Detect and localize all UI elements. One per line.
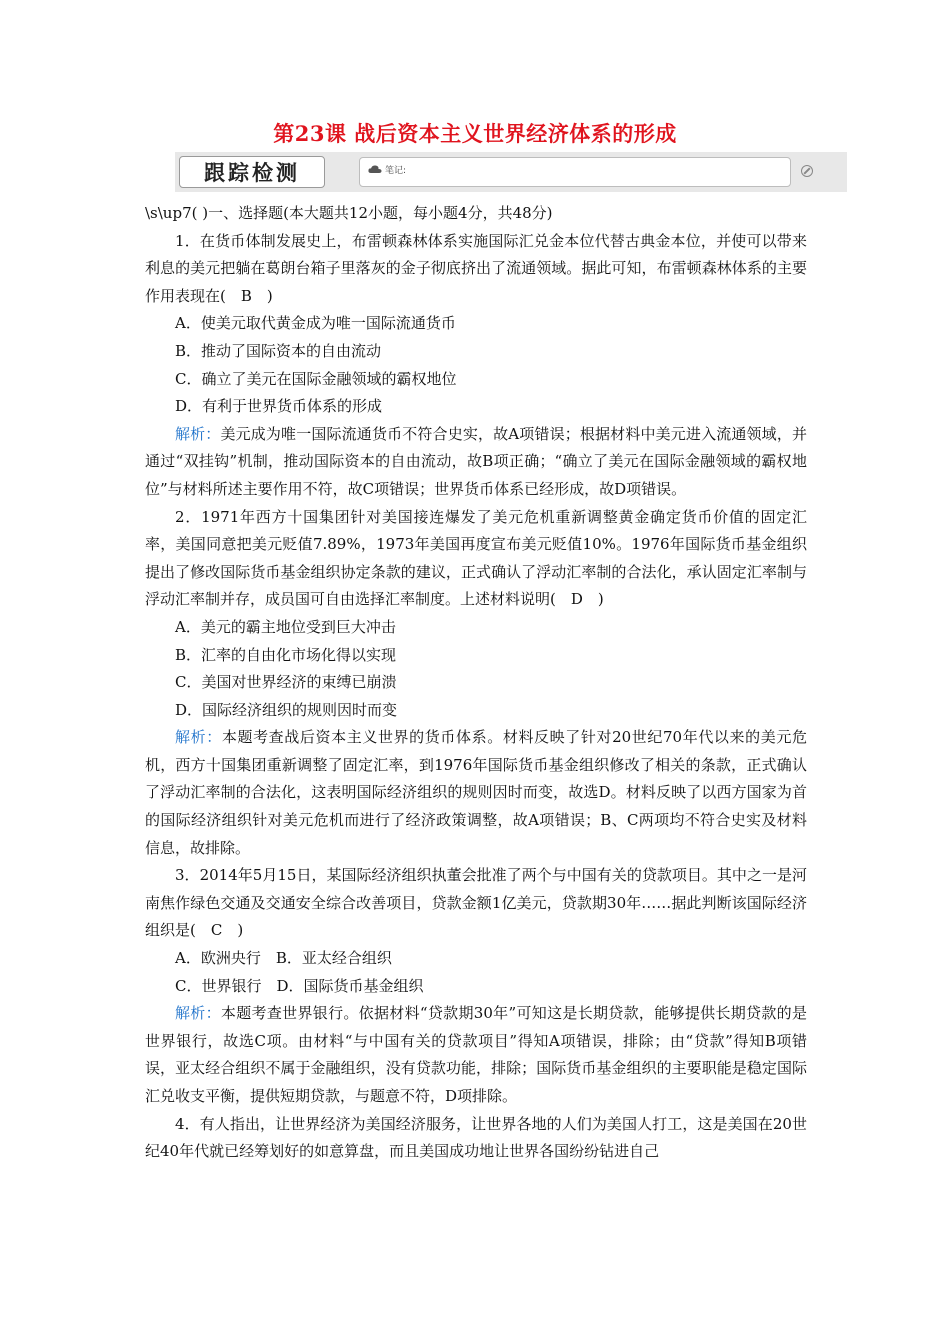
analysis [145, 421, 807, 504]
section-header: \s\up7( )一、选择题(本大题共12小题，每小题4分，共48分) [145, 204, 553, 222]
tracking-banner [175, 152, 847, 192]
option: B．推动了国际资本的自由流动 [175, 341, 382, 360]
analysis-label: 解析： [175, 728, 222, 747]
option: A．使美元取代黄金成为唯一国际流通货币 [175, 314, 456, 333]
banner-label: 跟踪检测 [204, 161, 300, 185]
option: C．世界银行 D．国际货币基金组织 [175, 976, 424, 995]
question-stem: 1．在货币体制发展史上，布雷顿森林体系实施国际汇兑金本位代替古典金本位，并使可以带来利息的美元把躺在葛朗台箱子里落灰的金子彻底挤出了流通领域。据此可知，布雷顿森林体系的主要作用表现在( B ) [145, 231, 807, 305]
settings-icon[interactable] [801, 165, 813, 177]
note-input[interactable] [359, 157, 791, 187]
analysis-label: 解析： [175, 424, 221, 443]
question-stem: 3．2014年5月15日，某国际经济组织执董会批准了两个与中国有关的贷款项目。其中之一是河南焦作绿色交通及交通安全综合改善项目，贷款金额1亿美元，贷款期30年……据此判断该国际经济组织是( C ) [145, 866, 807, 940]
analysis [145, 1000, 807, 1110]
analysis [145, 724, 807, 862]
option: D．国际经济组织的规则因时而变 [175, 700, 398, 719]
page-title: 第23课 战后资本主义世界经济体系的形成 [273, 121, 677, 146]
cloud-icon [368, 164, 382, 174]
question-stem: 4．有人指出，让世界经济为美国经济服务，让世界各地的人们为美国人打工，这是美国在20世纪40年代就已经筹划好的如意算盘，而且美国成功地让世界各国纷纷钻进自己 [145, 1114, 807, 1161]
option: B．汇率的自由化市场化得以实现 [175, 645, 397, 664]
question-stem: 2．1971年西方十国集团针对美国接连爆发了美元危机重新调整黄金确定货币价值的固定汇率，美国同意把美元贬值7.89%，1973年美国再度宣布美元贬值10%。1976年国际货币基金组织提出了修改国际货币基金组织协定条款的建议，正式确认了浮动汇率制的合法化，承认固定汇率制与浮动汇率制并存，成员国可自由选择汇率制度。上述材料说明( D ) [145, 507, 807, 609]
note-label: 笔记: [385, 166, 407, 176]
exam-content [145, 200, 807, 1166]
option: C．美国对世界经济的束缚已崩溃 [175, 673, 397, 692]
analysis-text: 本题考查战后资本主义世界的货币体系。材料反映了针对20世纪70年代以来的美元危机，西方十国集团重新调整了固定汇率，到1976年国际货币基金组织修改了相关的条款，正式确认了浮动汇率制的合法化，这表明国际经济组织的规则因时而变，故选D。材料反映了以西方国家为首的国际经济组织针对美元危机而进行了经济政策调整，故A项错误；B、C两项均不符合史实及材料信息，故排除。 [145, 728, 807, 857]
analysis-label: 解析： [175, 1004, 221, 1023]
option: A．欧洲央行 B．亚太经合组织 [175, 949, 392, 968]
analysis-text: 本题考查世界银行。依据材料“贷款期30年”可知这是长期贷款，能够提供长期贷款的是世界银行，故选C项。由材料“与中国有关的贷款项目”得知A项错误，排除；由“贷款”得知B项错误，亚太经合组织不属于金融组织，没有贷款功能，排除；国际货币基金组织的主要职能是稳定国际汇兑收支平衡，提供短期贷款，与题意不符，D项排除。 [145, 1004, 807, 1105]
banner-label-box [179, 156, 325, 188]
analysis-text: 美元成为唯一国际流通货币不符合史实，故A项错误；根据材料中美元进入流通领域，并通过“双挂钩”机制，推动国际资本的自由流动，故B项正确；“确立了美元在国际金融领域的霸权地位”与材料所述主要作用不符，故C项错误；世界货币体系已经形成，故D项错误。 [145, 424, 807, 498]
option: D．有利于世界货币体系的形成 [175, 397, 383, 416]
option: A．美元的霸主地位受到巨大冲击 [175, 617, 396, 636]
option: C．确立了美元在国际金融领域的霸权地位 [175, 369, 457, 388]
